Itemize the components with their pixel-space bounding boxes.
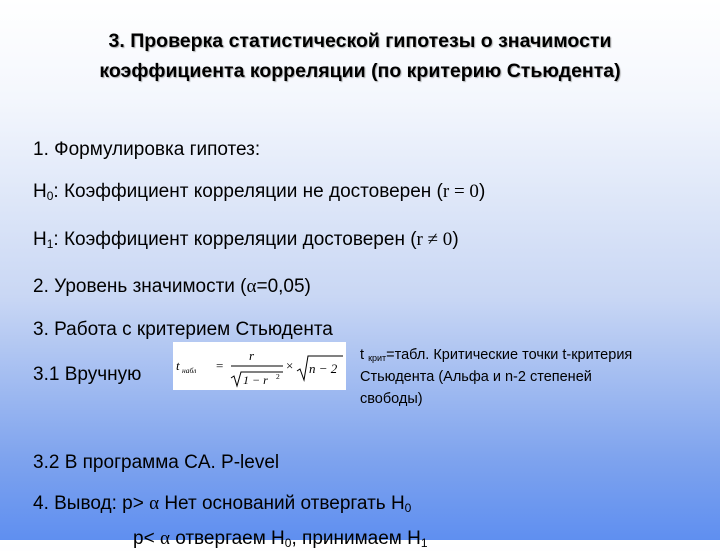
h1-sub: 1 — [46, 237, 54, 251]
software-text: 3.2 В программа CA. P-level — [33, 452, 280, 473]
alpha-symbol: α — [246, 276, 257, 297]
title-line-2: коэффициента корреляции (по критерию Стьюдента) — [99, 60, 621, 82]
slide-title — [0, 26, 720, 86]
conclusion2-pre: p< — [133, 528, 160, 549]
h0-sub: 0 — [46, 189, 54, 203]
formula-denominator-sup: 2 — [276, 372, 280, 381]
significance-line — [33, 275, 311, 299]
note-line-1-text: =табл. Критические точки t-критерия — [386, 347, 633, 363]
conclusion-alpha: α — [149, 493, 160, 514]
formula-times: × — [286, 358, 294, 373]
conclusion2-sub2: 1 — [420, 536, 428, 550]
formula-numerator: r — [249, 348, 255, 363]
h0-line — [33, 180, 485, 204]
title-line-1: 3. Проверка статистической гипотезы о значимости — [108, 30, 612, 52]
h0-expr: r = 0 — [442, 181, 479, 202]
hypotheses-heading-text: 1. Формулировка гипотез: — [33, 139, 261, 160]
formula-t: t — [176, 358, 180, 373]
note-line-3: свободы) — [360, 391, 423, 407]
formula-equals: = — [216, 358, 224, 373]
formula-denominator: 1 − r — [243, 373, 268, 387]
software-line — [33, 451, 279, 475]
h0-text: : Коэффициент корреляции не достоверен ( — [53, 181, 443, 202]
conclusion2-mid: , принимаем H — [291, 528, 421, 549]
student-criterion-text: 3. Работа с критерием Стьюдента — [33, 319, 333, 340]
student-criterion-line — [33, 318, 333, 342]
note-t-sub: крит — [368, 353, 387, 363]
h0-prefix: H — [33, 181, 47, 202]
conclusion2-sub1: 0 — [284, 536, 292, 550]
significance-pre: 2. Уровень значимости ( — [33, 276, 247, 297]
conclusion-pre: 4. Вывод: p> — [33, 493, 150, 514]
formula-t-sub: набл — [182, 366, 197, 375]
critical-value-note — [360, 344, 700, 410]
h0-close: ) — [478, 181, 486, 202]
h1-line — [33, 228, 459, 252]
h1-prefix: H — [33, 229, 47, 250]
t-statistic-formula — [173, 342, 346, 390]
conclusion2-alpha: α — [159, 528, 170, 549]
note-t: t — [360, 347, 365, 363]
conclusion2-post: отвергаем H — [169, 528, 285, 549]
h1-expr: r ≠ 0 — [416, 229, 453, 250]
conclusion-line-2 — [133, 527, 428, 551]
conclusion-sub: 0 — [404, 501, 412, 515]
formula-graphic — [173, 342, 346, 390]
hypotheses-heading — [33, 138, 260, 162]
formula-radicand: n − 2 — [309, 361, 338, 376]
conclusion-post: Нет оснований отвергать H — [159, 493, 405, 514]
manual-text: 3.1 Вручную — [33, 364, 142, 385]
manual-line — [33, 363, 141, 387]
significance-post: =0,05) — [256, 276, 311, 297]
note-line-2: Стьюдента (Альфа и n-2 степеней — [360, 369, 592, 385]
note-line-1 — [360, 344, 700, 366]
h1-text: : Коэффициент корреляции достоверен ( — [53, 229, 417, 250]
h1-close: ) — [452, 229, 459, 250]
conclusion-line — [33, 492, 411, 516]
